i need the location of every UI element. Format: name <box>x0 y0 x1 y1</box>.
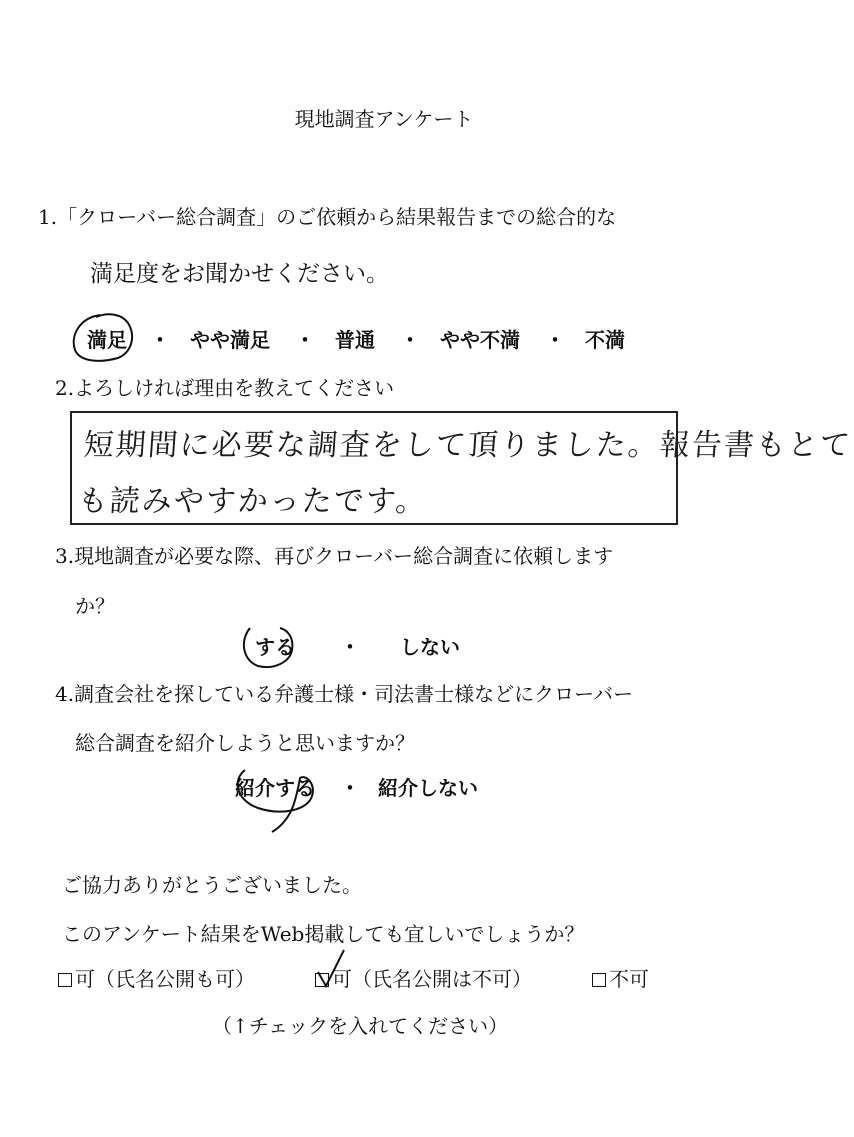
q1-option-dissatisfied[interactable]: 不満 <box>585 328 625 352</box>
q2-answer-line2: も読みやすかったです。 <box>76 484 429 519</box>
q1-option-somewhat-satisfied[interactable]: やや満足 <box>190 328 270 352</box>
q3-line1: 3.現地調査が必要な際、再びクローバー総合調査に依頼します <box>55 544 614 568</box>
q3-option-no[interactable]: しない <box>400 635 460 659</box>
checkbox-icon[interactable] <box>592 973 606 987</box>
q1-option-somewhat-dissatisfied[interactable]: やや不満 <box>440 328 520 352</box>
q2-answer-line1: 短期間に必要な調査をして頂りました。報告書もとて <box>82 428 853 463</box>
page-title: 現地調査アンケート <box>294 107 474 131</box>
q4-separator: ・ <box>340 776 360 800</box>
checkbox-icon[interactable] <box>58 973 72 987</box>
web-option-public-name-label: 可（氏名公開も可） <box>75 967 255 991</box>
thanks-message: ご協力ありがとうございました。 <box>62 873 362 897</box>
check-instruction: （↑チェックを入れてください） <box>212 1014 509 1038</box>
q1-line2: 満足度をお聞かせください。 <box>90 261 389 287</box>
web-option-not-allowed[interactable] <box>592 969 649 989</box>
web-option-public-name[interactable] <box>58 969 255 989</box>
q3-separator: ・ <box>340 635 360 659</box>
q3-option-yes[interactable]: する <box>255 635 295 659</box>
q1-separator: ・ <box>150 328 170 352</box>
q1-option-normal[interactable]: 普通 <box>335 328 375 352</box>
q2-label: 2.よろしければ理由を教えてください <box>55 376 395 400</box>
q3-line2: か？ <box>75 594 115 618</box>
q1-separator: ・ <box>295 328 315 352</box>
q4-line1: 4.調査会社を探している弁護士様・司法書士様などにクローバー <box>55 682 634 706</box>
web-option-not-allowed-label: 不可 <box>609 967 649 991</box>
q4-option-not-recommend[interactable]: 紹介しない <box>378 776 478 800</box>
q1-separator: ・ <box>545 328 565 352</box>
q1-separator: ・ <box>400 328 420 352</box>
web-option-anonymous-label: 可（氏名公開は不可） <box>332 967 532 991</box>
q1-line1: 1.「クローバー総合調査」のご依頼から結果報告までの総合的な <box>38 205 617 229</box>
q4-line2: 総合調査を紹介しようと思いますか？ <box>75 731 415 755</box>
web-publish-question: このアンケート結果をWeb掲載しても宜しいでしょうか？ <box>62 922 585 946</box>
web-option-anonymous[interactable] <box>315 969 532 989</box>
q4-option-recommend[interactable]: 紹介する <box>235 776 315 800</box>
checkbox-icon[interactable] <box>315 973 329 987</box>
q1-option-satisfied[interactable]: 満足 <box>87 328 127 352</box>
